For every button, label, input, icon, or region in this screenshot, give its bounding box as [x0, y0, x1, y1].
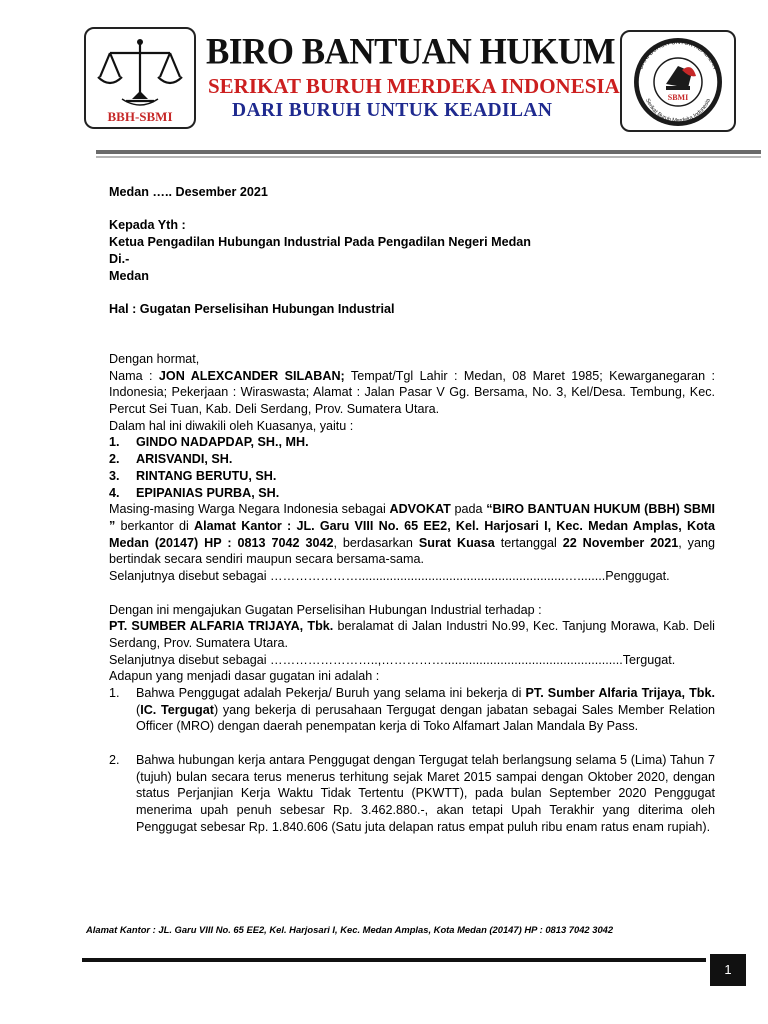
represented-line: Dalam hal ini diwakili oleh Kuasanya, yaitu : — [109, 418, 354, 433]
lawyer-item: 4. EPIPANIAS PURBA, SH. — [109, 485, 280, 500]
lawyer-item: 3. RINTANG BERUTU, SH. — [109, 468, 277, 483]
sbmi-logo — [620, 30, 736, 132]
claim-intro: Dengan ini mengajukan Gugatan Perselisihan Hubungan Industrial terhadap : — [109, 602, 542, 617]
plaintiff-identity: Nama : JON ALEXCANDER SILABAN; Tempat/Tgl Lahir : Medan, 08 Maret 1985; Kewarganegaran : Indonesia; Pekerjaan : Wiraswasta; Alamat : Jalan Pasar V Gg. Bersama, No. 3, Kel/Desa. Tembung, Kec. Percut Sei Tuan, Kab. Deli Serdang, Prov. Sumatera Utara. — [109, 368, 715, 417]
right-logo-ring-bottom-text: Serikat Buruh Merdeka Indonesia — [644, 97, 712, 125]
gear-emblem-icon — [622, 32, 734, 130]
bbh-sbmi-logo — [84, 27, 196, 129]
greeting: Dengan hormat, — [109, 351, 200, 366]
right-logo-label: SBMI — [667, 93, 689, 102]
page-number: 1 — [710, 954, 746, 986]
plaintiff-designation: Selanjutnya disebut sebagai …………………...........................................................…........Penggugat. — [109, 569, 670, 584]
left-logo-label: BBH-SBMI — [107, 109, 173, 124]
letterhead-subtitle-red: SERIKAT BURUH MERDEKA INDONESIA — [208, 74, 620, 98]
to-recipient: Ketua Pengadilan Hubungan Industrial Pada Pengadilan Negeri Medan — [109, 235, 531, 250]
letterhead-subtitle-blue: DARI BURUH UNTUK KEADILAN — [232, 100, 553, 121]
to-label: Kepada Yth : — [109, 218, 186, 233]
footer-address: Alamat Kantor : JL. Garu VIII No. 65 EE2, Kel. Harjosari I, Kec. Medan Amplas, Kota Medan (20147) HP : 0813 7042 3042 — [86, 924, 614, 935]
lawyer-item: 2. ARISVANDI, SH. — [109, 452, 233, 467]
lawyer-list — [109, 434, 715, 501]
lawyer-item: 1. GINDO NADAPDAP, SH., MH. — [109, 435, 309, 450]
defendant-designation: Selanjutnya disebut sebagai ……………………..,……………...................................................Tergugat. — [109, 652, 676, 667]
claim-point-1: 1. Bahwa Penggugat adalah Pekerja/ Buruh yang selama ini bekerja di PT. Sumber Alfaria Trijaya, Tbk. (IC. Tergugat) yang bekerja di perusahaan Tergugat dengan jabatan sebagai Sales Member Relation Officer (MRO) dengan daerah penempatan kerja di Toko Alfamart Jalan Mandala By Pass. — [109, 686, 715, 734]
footer-rule — [82, 958, 706, 962]
header-rule-thin — [96, 156, 761, 158]
header-rule — [96, 150, 761, 154]
basis-intro: Adapun yang menjadi dasar gugatan ini adalah : — [109, 669, 380, 684]
claim-point-2: 2. Bahwa hubungan kerja antara Penggugat dengan Tergugat telah berlangsung selama 5 (Lima) Tahun 7 (tujuh) bulan secara terus menerus terhitung sejak Maret 2015 sampai dengan Oktober 2020, dengan status Perjanjian Kerja Waktu Tidak Tertentu (PKWTT), pada bulan September 2020 Penggugat menerima upah penuh sebesar Rp. 3.462.880.-, akan tetapi Upah Terakhir yang diterima oleh Penggugat sebesar Rp. 1.840.606 (Satu juta delapan ratus empat puluh ribu enam ratus enam rupiah). — [109, 752, 715, 834]
to-di: Di.- — [109, 251, 130, 266]
advocate-paragraph: Masing-masing Warga Negara Indonesia sebagai ADVOKAT pada “BIRO BANTUAN HUKUM (BBH) SBMI ” berkantor di Alamat Kantor : JL. Garu VIII No. 65 EE2, Kel. Harjosari I, Kec. Medan Amplas, Kota Medan (20147) HP : 0813 7042 3042, berdasarkan Surat Kuasa tertanggal 22 November 2021, yang bertindak secara sendiri maupun secara bersama-sama. — [109, 502, 716, 567]
defendant-identity: PT. SUMBER ALFARIA TRIJAYA, Tbk. beralamat di Jalan Industri No.99, Kec. Tanjung Morawa, Kab. Deli Serdang, Prov. Sumatera Utara. — [109, 619, 715, 650]
letterhead-title: BIRO BANTUAN HUKUM — [206, 31, 616, 72]
plaintiff-name: JON ALEXCANDER SILABAN; — [158, 368, 345, 383]
subject-line: Hal : Gugatan Perselisihan Hubungan Industrial — [109, 301, 395, 316]
date-line: Medan ….. Desember 2021 — [109, 185, 268, 199]
right-logo-ring-top-text: DARI BURUH UNTUK KEADILAN — [637, 38, 719, 71]
letter-body — [109, 184, 715, 835]
to-city: Medan — [109, 268, 149, 283]
